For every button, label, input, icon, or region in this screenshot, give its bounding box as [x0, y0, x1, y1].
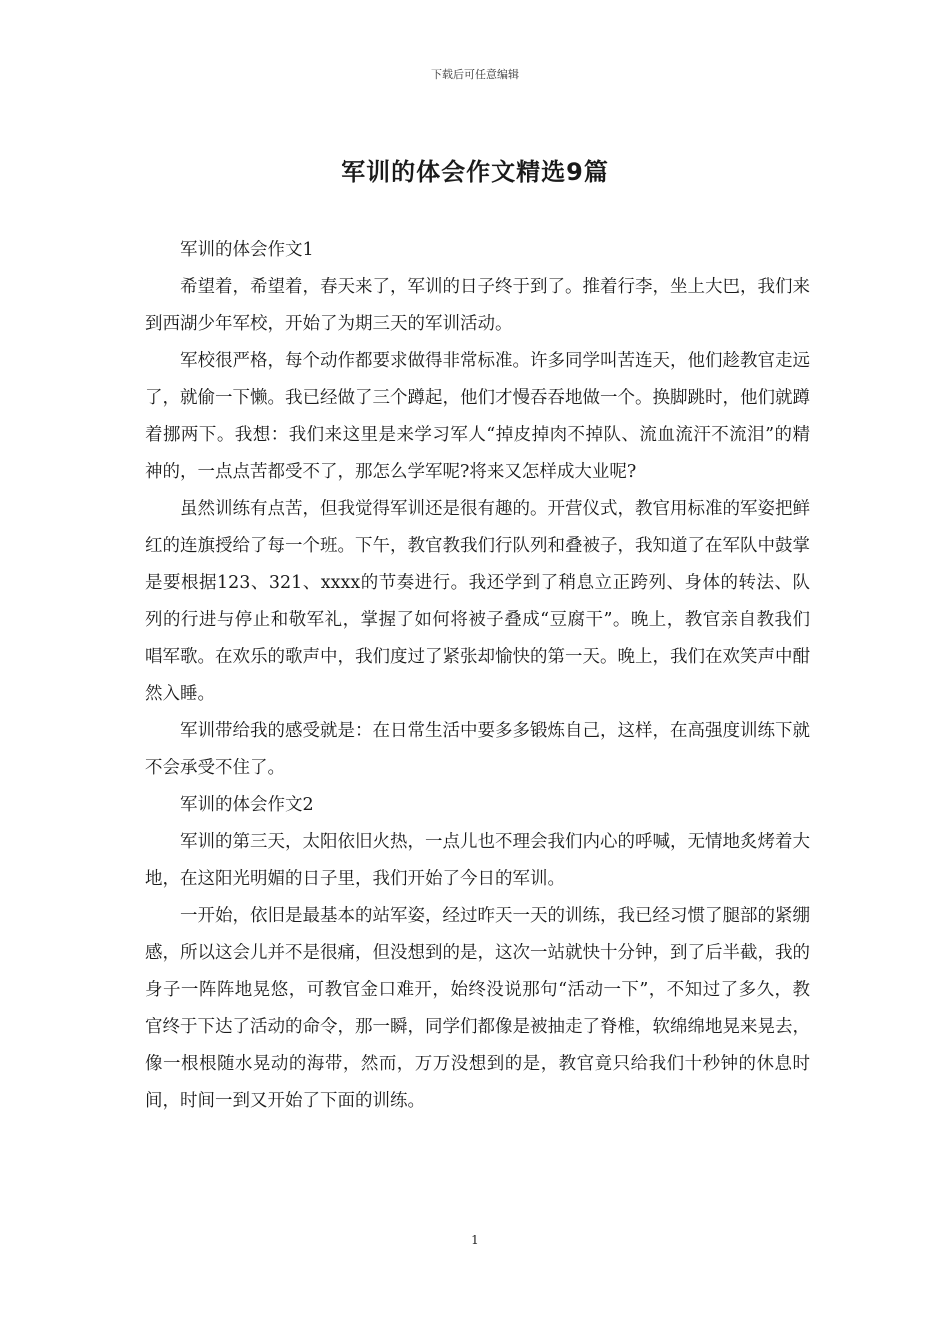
essay-2-heading: 军训的体会作文2 [180, 795, 314, 815]
paragraph: 希望着，希望着，春天来了，军训的日子终于到了。推着行李，坐上大巴，我们来到西湖少年军校，开始了为期三天的军训活动。 [145, 277, 810, 334]
document-title: 军训的体会作文精选9篇 [341, 158, 609, 186]
document-body [145, 232, 810, 1120]
page-header-note: 下载后可任意编辑 [431, 68, 519, 81]
paragraph: 一开始，依旧是最基本的站军姿，经过昨天一天的训练，我已经习惯了腿部的紧绷感，所以这会儿并不是很痛，但没想到的是，这次一站就快十分钟，到了后半截，我的身子一阵阵地晃悠，可教官金口难开，始终没说那句“活动一下”，不知过了多久，教官终于下达了活动的命令，那一瞬，同学们都像是被抽走了脊椎，软绵绵地晃来晃去，像一根根随水晃动的海带，然而，万万没想到的是，教官竟只给我们十秒钟的休息时间，时间一到又开始了下面的训练。 [145, 906, 810, 1111]
paragraph: 军训的第三天，太阳依旧火热，一点儿也不理会我们内心的呼喊，无情地炙烤着大地，在这阳光明媚的日子里，我们开始了今日的军训。 [145, 832, 810, 889]
essay-1-heading: 军训的体会作文1 [180, 240, 314, 260]
page-number: 1 [471, 1233, 479, 1247]
paragraph: 军训带给我的感受就是：在日常生活中要多多锻炼自己，这样，在高强度训练下就不会承受不住了。 [145, 721, 810, 778]
paragraph: 军校很严格，每个动作都要求做得非常标准。许多同学叫苦连天，他们趁教官走远了，就偷一下懒。我已经做了三个蹲起，他们才慢吞吞地做一个。换脚跳时，他们就蹲着挪两下。我想：我们来这里是来学习军人“掉皮掉肉不掉队、流血流汗不流泪”的精神的，一点点苦都受不了，那怎么学军呢?将来又怎样成大业呢? [145, 351, 810, 482]
paragraph: 虽然训练有点苦，但我觉得军训还是很有趣的。开营仪式，教官用标准的军姿把鲜红的连旗授给了每一个班。下午，教官教我们行队列和叠被子，我知道了在军队中鼓掌是要根据123、321、xxxx的节奏进行。我还学到了稍息立正跨列、身体的转法、队列的行进与停止和敬军礼，掌握了如何将被子叠成“豆腐干”。晚上，教官亲自教我们唱军歌。在欢乐的歌声中，我们度过了紧张却愉快的第一天。晚上，我们在欢笑声中酣然入睡。 [145, 499, 810, 704]
